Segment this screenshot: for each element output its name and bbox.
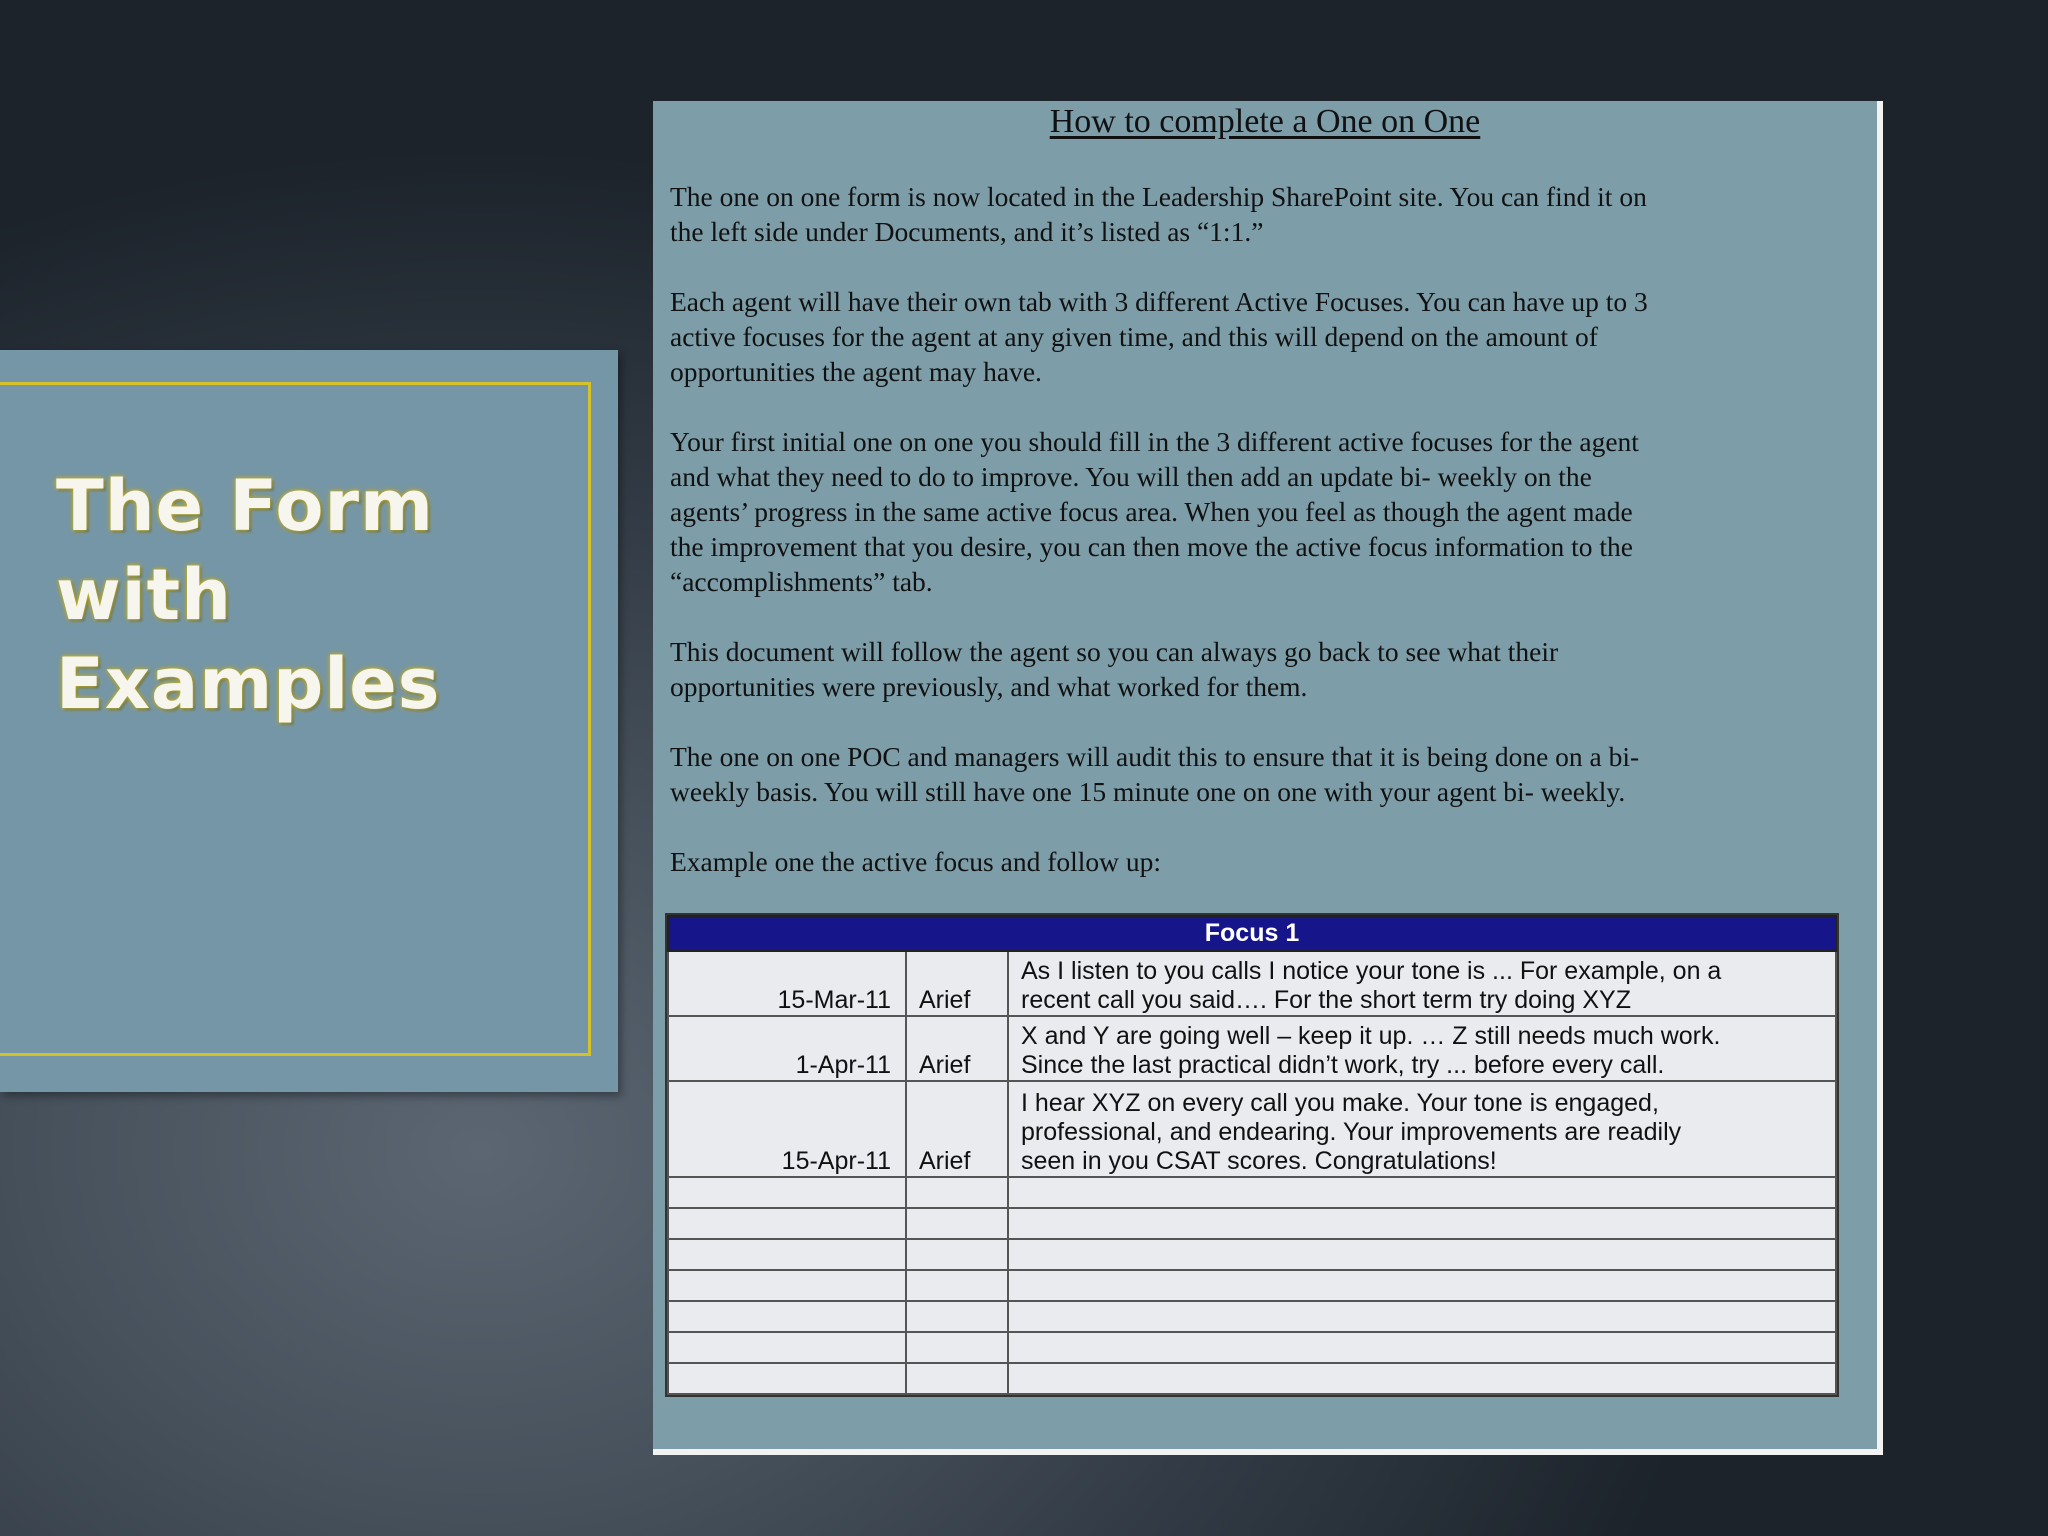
paragraph-line: Your first initial one on one you should fill in the 3 different active focuses for the agent: [670, 426, 1639, 457]
row-note: [1008, 1016, 1836, 1081]
paragraph-follow-agent: [670, 634, 1870, 704]
table-row: [668, 951, 1836, 1016]
empty-cell: [1008, 1301, 1836, 1332]
row-note-line: Since the last practical didn’t work, try ... before every call.: [1021, 1051, 1665, 1079]
row-note-line: professional, and endearing. Your improvements are readily: [1021, 1118, 1682, 1146]
paragraph-location: [670, 179, 1870, 249]
focus-table-header: Focus 1: [668, 916, 1836, 951]
document-heading: How to complete a One on One: [1049, 103, 1481, 140]
empty-cell: [906, 1239, 1008, 1270]
row-name: Arief: [906, 1016, 1008, 1081]
empty-cell: [668, 1177, 906, 1208]
empty-cell: [906, 1363, 1008, 1394]
empty-cell: [1008, 1208, 1836, 1239]
paragraph-audit: [670, 739, 1870, 809]
empty-cell: [668, 1363, 906, 1394]
document-image: [653, 101, 1883, 1455]
paragraph-line: active focuses for the agent at any given time, and this will depend on the amount of: [670, 321, 1598, 352]
empty-table-row: [668, 1270, 1836, 1301]
empty-table-row: [668, 1177, 1836, 1208]
paragraph-line: agents’ progress in the same active focus area. When you feel as though the agent made: [670, 496, 1633, 527]
empty-cell: [1008, 1363, 1836, 1394]
focus-table: [667, 915, 1837, 1395]
paragraph-line: and what they need to do to improve. You will then add an update bi- weekly on the: [670, 461, 1592, 492]
empty-cell: [1008, 1177, 1836, 1208]
row-date: 1-Apr-11: [668, 1016, 906, 1081]
slide-title-line: with: [56, 554, 232, 636]
row-note-line: X and Y are going well – keep it up. … Z still needs much work.: [1021, 1022, 1721, 1050]
paragraph-line: The one on one POC and managers will audit this to ensure that it is being done on a bi-: [670, 741, 1640, 772]
empty-cell: [668, 1270, 906, 1301]
empty-table-row: [668, 1301, 1836, 1332]
paragraph-line: “accomplishments” tab.: [670, 566, 933, 597]
paragraph-example: [670, 844, 1870, 879]
slide-title: [56, 462, 556, 729]
title-panel: [0, 350, 618, 1092]
empty-cell: [906, 1332, 1008, 1363]
row-note-line: seen in you CSAT scores. Congratulations!: [1021, 1147, 1497, 1175]
row-note-line: I hear XYZ on every call you make. Your tone is engaged,: [1021, 1089, 1659, 1117]
empty-cell: [1008, 1332, 1836, 1363]
empty-cell: [1008, 1239, 1836, 1270]
empty-cell: [906, 1270, 1008, 1301]
empty-cell: [668, 1239, 906, 1270]
paragraph-line: Each agent will have their own tab with 3 different Active Focuses. You can have up to 3: [670, 286, 1648, 317]
slide-title-line: The Form: [56, 465, 434, 547]
row-note: [1008, 1081, 1836, 1177]
row-note-line: recent call you said…. For the short term try doing XYZ: [1021, 986, 1631, 1014]
paragraph-line: the left side under Documents, and it’s listed as “1:1.”: [670, 216, 1264, 247]
paragraph-active-focuses: [670, 284, 1870, 389]
row-date: 15-Apr-11: [668, 1081, 906, 1177]
empty-cell: [668, 1301, 906, 1332]
empty-cell: [906, 1177, 1008, 1208]
row-name: Arief: [906, 951, 1008, 1016]
row-note: [1008, 951, 1836, 1016]
empty-table-row: [668, 1332, 1836, 1363]
paragraph-line: opportunities the agent may have.: [670, 356, 1042, 387]
empty-table-row: [668, 1239, 1836, 1270]
empty-table-row: [668, 1208, 1836, 1239]
table-row: [668, 1081, 1836, 1177]
table-row: [668, 1016, 1836, 1081]
empty-cell: [668, 1332, 906, 1363]
paragraph-line: opportunities were previously, and what worked for them.: [670, 671, 1308, 702]
paragraph-line: The one on one form is now located in the Leadership SharePoint site. You can find it on: [670, 181, 1647, 212]
paragraph-line: weekly basis. You will still have one 15 minute one on one with your agent bi- weekly.: [670, 776, 1626, 807]
paragraph-line: the improvement that you desire, you can then move the active focus information to the: [670, 531, 1633, 562]
row-note-line: As I listen to you calls I notice your tone is ... For example, on a: [1021, 957, 1722, 985]
empty-cell: [906, 1301, 1008, 1332]
slide-title-line: Examples: [56, 643, 441, 725]
paragraph-line: This document will follow the agent so you can always go back to see what their: [670, 636, 1559, 667]
empty-rows: [668, 1177, 1836, 1394]
empty-cell: [906, 1208, 1008, 1239]
empty-table-row: [668, 1363, 1836, 1394]
empty-cell: [668, 1208, 906, 1239]
paragraph-line: Example one the active focus and follow up:: [670, 846, 1162, 877]
row-date: 15-Mar-11: [668, 951, 906, 1016]
empty-cell: [1008, 1270, 1836, 1301]
row-name: Arief: [906, 1081, 1008, 1177]
paragraph-first-one-on-one: [670, 424, 1870, 599]
